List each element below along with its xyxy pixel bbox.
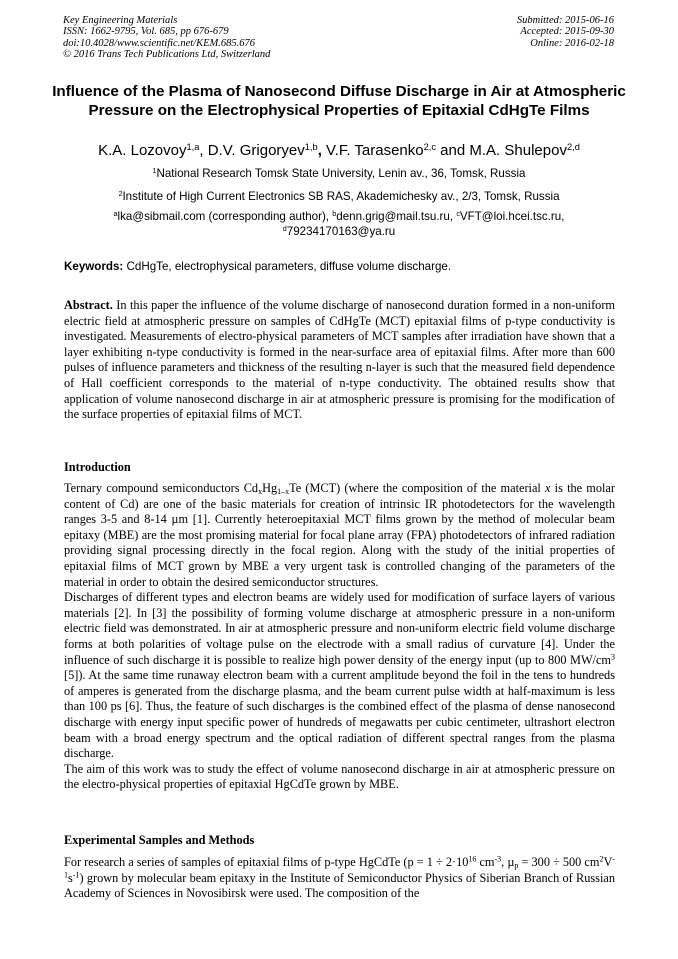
online-date: Online: 2016-02-18 <box>530 37 614 49</box>
affiliation-mark: 2 <box>118 189 123 199</box>
submission-dates <box>517 15 614 49</box>
email-mark: d <box>282 223 287 233</box>
section-heading-methods: Experimental Samples and Methods <box>64 833 255 847</box>
affiliation-2 <box>40 190 638 204</box>
email-address[interactable]: denn.grig@mail.tsu.ru, <box>336 210 457 223</box>
introduction-body <box>64 481 615 793</box>
accepted-date: Accepted: 2015-09-30 <box>520 26 614 38</box>
keywords <box>64 260 620 274</box>
journal-copyright: © 2016 Trans Tech Publications Ltd, Switzerland <box>63 49 271 61</box>
affiliation-text: National Research Tomsk State University, Lenin av., 36, Tomsk, Russia <box>156 167 526 180</box>
paper-title: Influence of the Plasma of Nanosecond Diffuse Discharge in Air at Atmospheric Pressure on the Electrophysical Properties of Epitaxial CdHgTe Films <box>52 83 626 119</box>
methods-body <box>64 855 615 902</box>
author-emails <box>60 210 618 239</box>
paragraph: The aim of this work was to study the effect of volume nanosecond discharge in air at atmospheric pressure on the electro-physical properties of epitaxial HgCdTe grown by MBE. <box>64 761 615 792</box>
author-name: K.A. Lozovoy <box>98 142 187 159</box>
section-heading-introduction: Introduction <box>64 460 131 474</box>
affiliation-1 <box>40 167 638 181</box>
author-affiliation-mark: 1,a <box>186 141 200 152</box>
abstract-label: Abstract. <box>64 298 113 312</box>
author-name: M.A. Shulepov <box>469 142 567 159</box>
email-address[interactable]: lka@sibmail.com (corresponding author), <box>117 210 333 223</box>
author-affiliation-mark: 2,d <box>566 141 580 152</box>
author-separator: and <box>436 142 470 159</box>
email-mark: c <box>456 209 460 219</box>
email-mark: b <box>332 209 337 219</box>
author-name: V.F. Tarasenko <box>326 142 424 159</box>
email-address[interactable]: VFT@loi.hcei.tsc.ru, <box>459 210 565 223</box>
journal-info <box>63 15 270 61</box>
abstract <box>64 298 615 423</box>
author-affiliation-mark: 1,b <box>304 141 318 152</box>
submitted-date: Submitted: 2015-06-16 <box>516 15 614 26</box>
journal-issn: ISSN: 1662-9795, Vol. 685, pp 676-679 <box>63 26 229 38</box>
keywords-label: Keywords: <box>64 260 124 273</box>
author-list <box>40 141 638 161</box>
journal-doi: doi:10.4028/www.scientific.net/KEM.685.676 <box>63 37 255 49</box>
abstract-text: In this paper the influence of the volume discharge of nanosecond duration formed in a non-uniform electric field at atmospheric pressure on samples of CdHgTe (MCT) epitaxial films of p-type conductivity is investigated. Measurements of electro-physical parameters of MCT samples after irradiation have shown that a layer exhibiting n-type conductivity is formed in the near-surface area of epitaxial films. After more than 600 pulses of influence parameters and thickness of the resulting n-layer is such that the measured field dependence of Hall coefficient corresponds to the material of n-type conductivity. The obtained results show that application of volume nanosecond discharge in air at atmospheric pressure is promising for the modification of the surface properties of epitaxial films of MCT. <box>64 298 615 422</box>
paragraph: For research a series of samples of epitaxial films of p-type HgCdTe ($p = 1 \div 2\cdot 10^{16}$ $cm^{-3}$, µ$_p$ = 300 ÷ 500 $cm^2V^{-1}s^{-1}$) grown by molecular beam epitaxy in the Institute of Semiconductor Physics of Siberian Branch of Russian Academy of Sciences in Novosibirsk were used. The composition of the <box>64 854 616 901</box>
journal-name: Key Engineering Materials <box>63 15 178 26</box>
author-separator: , <box>317 142 327 159</box>
paragraph: Discharges of different types and electron beams are widely used for modification of surface layers of various materials [2]. In [3] the possibility of forming volume discharge at atmospheric pressure in a non-uniform electric field was demonstrated. In air at atmospheric pressure and non-uniform electric field volume discharge forms at both polarities of voltage pulse on the electrode with a small radius of curvature [4]. Under the influence of such discharge it is possible to realize high power density of the energy input (up to 800 $MW/cm^3$ [5]). At the same time runaway electron beam with a current amplitude beyond the foil in the tens to hundreds of amperes is generated from the discharge plasma, and the beam current pulse width at half-maximum is less than 100 ps [6]. Thus, the feature of such discharges is the combined effect of the plasma of dense nanosecond discharge with energy input specific power of hundreds of megawatts per cubic centimeter, ultrashort electron beam with a broad energy spectrum and the optical radiation of different spectral ranges from the plasma discharge. <box>64 590 615 761</box>
affiliation-text: Institute of High Current Electronics SB RAS, Akademichesky av., 2/3, Tomsk, Russia <box>122 190 560 203</box>
author-separator: , <box>199 142 208 159</box>
paragraph: Ternary compound semiconductors $Cd_xHg_{1-x}Te$ (MCT) (where the composition of the material x is the molar content of Cd) are one of the basic materials for creation of intrinsic IR photodetectors for the wavelength ranges 3-5 and 8-14 µm [1]. Currently heteroepitaxial MCT films grown by the method of molecular beam epitaxy (MBE) are the most promising material for focal plane array (FPA) photodetectors of infrared radiation providing signal processing directly in the focal region. Along with the study of the initial properties of epitaxial films of MCT grown by MBE a very urgent task is controlled changing of the parameters of the material in order to obtain the desired semiconductor structures. <box>64 481 615 589</box>
affiliation-mark: 1 <box>152 166 157 176</box>
email-address[interactable]: 79234170163@ya.ru <box>286 224 396 238</box>
keywords-text: CdHgTe, electrophysical parameters, diffuse volume discharge. <box>123 260 452 273</box>
author-name: D.V. Grigoryev <box>207 142 305 159</box>
author-affiliation-mark: 2,c <box>423 141 437 152</box>
email-mark: a <box>113 209 118 219</box>
